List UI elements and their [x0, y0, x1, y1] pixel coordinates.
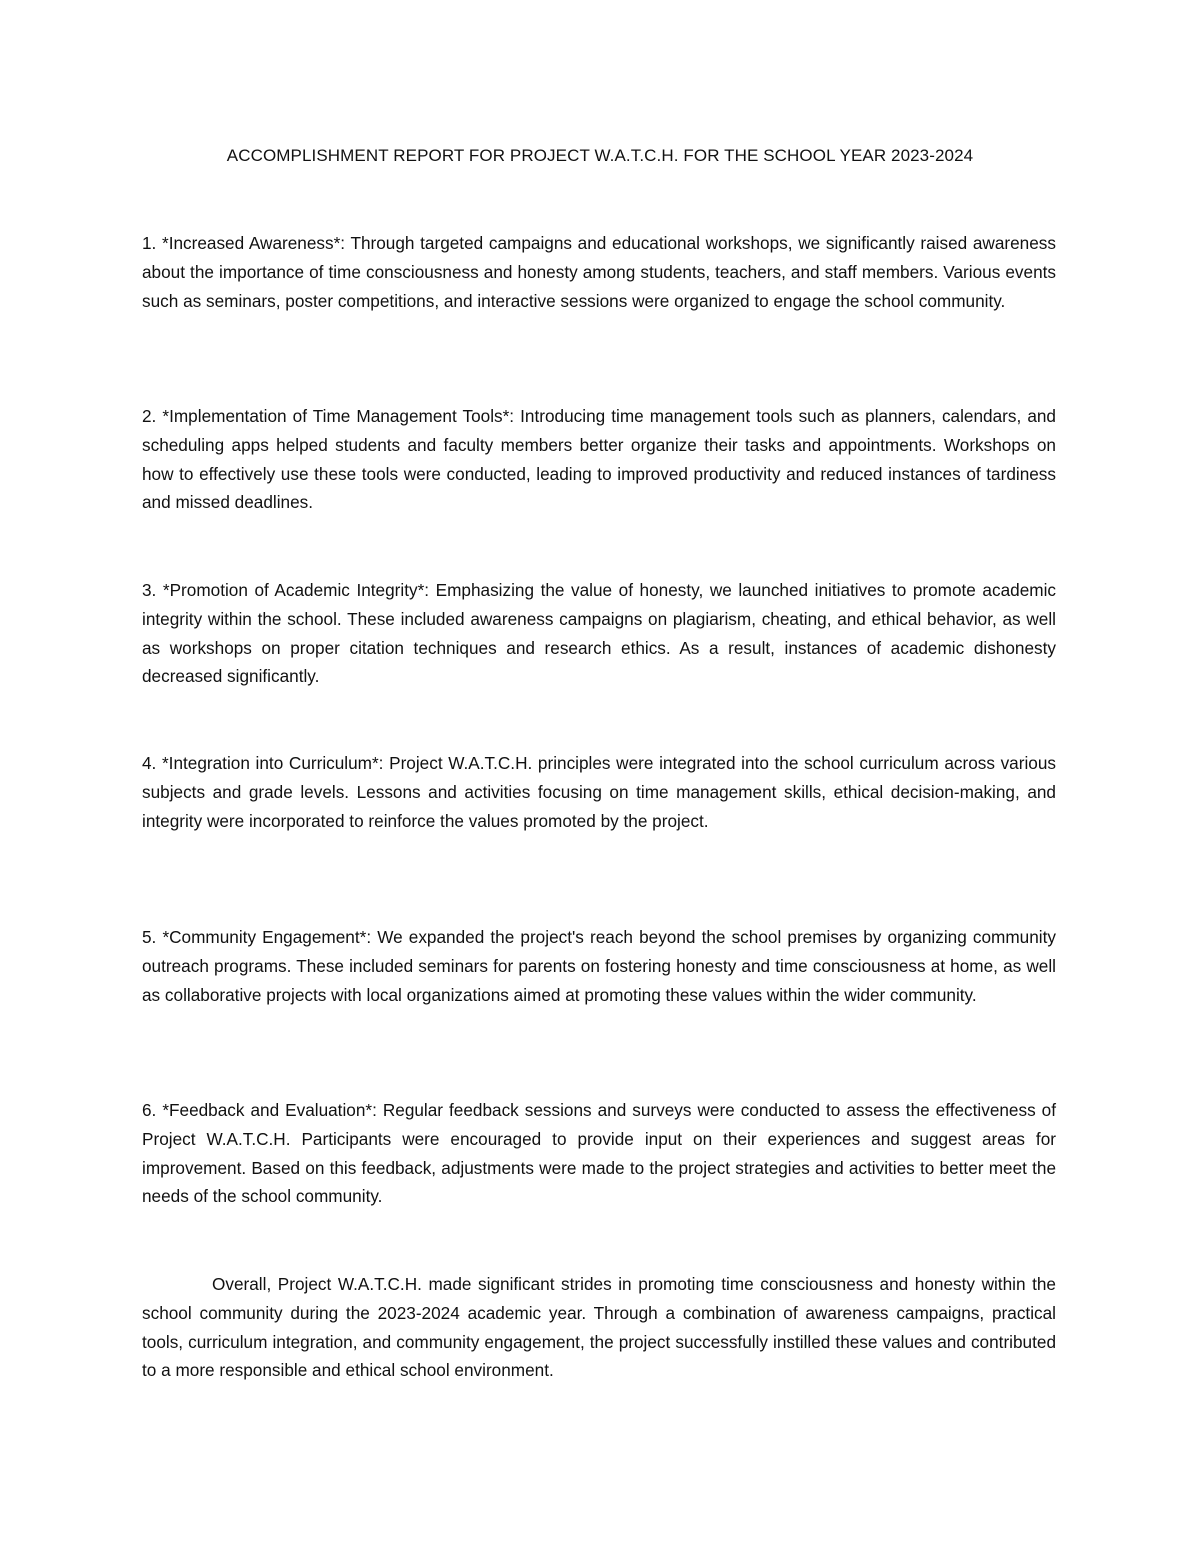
- document-title: ACCOMPLISHMENT REPORT FOR PROJECT W.A.T.C.H. FOR THE SCHOOL YEAR 2023-2024: [226, 146, 974, 165]
- report-item-4: 4. *Integration into Curriculum*: Project W.A.T.C.H. principles were integrated into the school curriculum across various subjects and grade levels. Lessons and activities focusing on time management skills, ethical decision-making, and integrity were incorporated to reinforce the values promoted by the project.: [142, 753, 1056, 831]
- report-item-3: 3. *Promotion of Academic Integrity*: Emphasizing the value of honesty, we launched initiatives to promote academic integrity within the school. These included awareness campaigns on plagiarism, cheating, and ethical behavior, as well as workshops on proper citation techniques and research ethics. As a result, instances of academic dishonesty decreased significantly.: [142, 580, 1056, 687]
- report-item-5: 5. *Community Engagement*: We expanded the project's reach beyond the school premises by organizing community outreach programs. These included seminars for parents on fostering honesty and time consciousness at home, as well as collaborative projects with local organizations aimed at promoting these values within the wider community.: [142, 927, 1056, 1005]
- report-item-6: 6. *Feedback and Evaluation*: Regular feedback sessions and surveys were conducted to assess the effectiveness of Project W.A.T.C.H. Participants were encouraged to provide input on their experiences and suggest areas for improvement. Based on this feedback, adjustments were made to the project strategies and activities to better meet the needs of the school community.: [142, 1100, 1056, 1207]
- report-conclusion: Overall, Project W.A.T.C.H. made significant strides in promoting time consciousness and honesty within the school community during the 2023-2024 academic year. Through a combination of awareness campaigns, practical tools, curriculum integration, and community engagement, the project successfully instilled these values and contributed to a more responsible and ethical school environment.: [142, 1274, 1056, 1381]
- report-item-1: 1. *Increased Awareness*: Through targeted campaigns and educational workshops, we significantly raised awareness about the importance of time consciousness and honesty among students, teachers, and staff members. Various events such as seminars, poster competitions, and interactive sessions were organized to engage the school community.: [142, 233, 1056, 311]
- report-item-2: 2. *Implementation of Time Management Tools*: Introducing time management tools such as planners, calendars, and scheduling apps helped students and faculty members better organize their tasks and appointments. Workshops on how to effectively use these tools were conducted, leading to improved productivity and reduced instances of tardiness and missed deadlines.: [142, 406, 1056, 513]
